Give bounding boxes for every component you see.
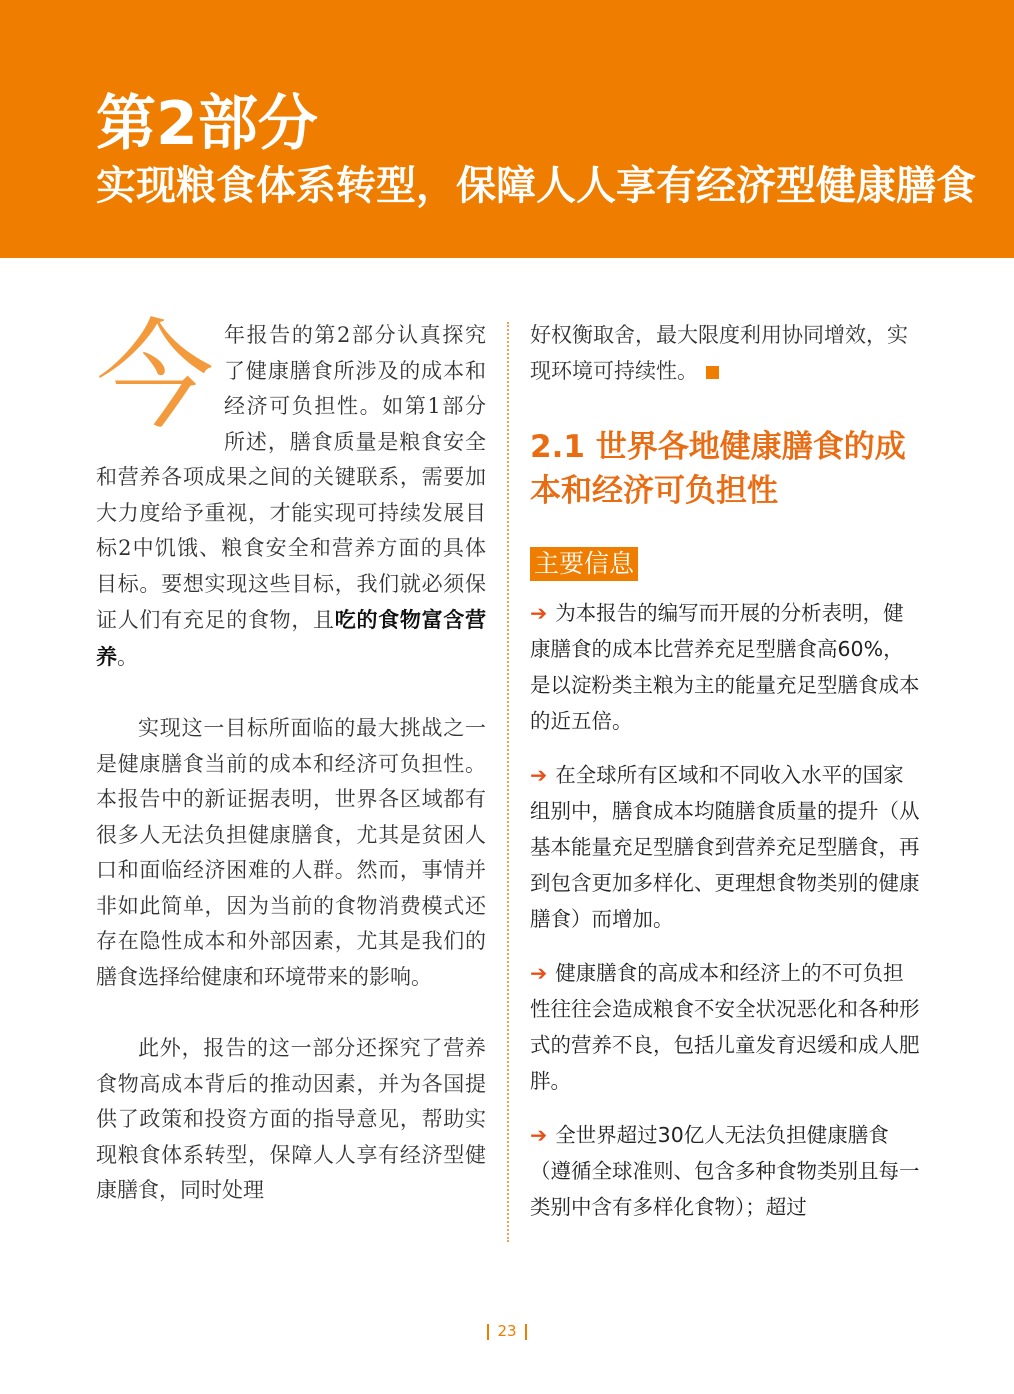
key-message-text: 健康膳食的高成本和经济上的不可负担性往往会造成粮食不安全状况恶化和各种形式的营养不良，包括儿童发育迟缓和成人肥胖。: [530, 961, 920, 1093]
continuation-text: 好权衡取舍，最大限度利用协同增效，实现环境可持续性。: [530, 323, 908, 383]
paragraph-3: 此外，报告的这一部分还探究了营养食物高成本背后的推动因素，并为各国提供了政策和投资方面的指导意见，帮助实现粮食体系转型，保障人人享有经济型健康膳食，同时处理: [96, 1036, 486, 1202]
right-column: [530, 318, 922, 1225]
square-end-icon: [706, 366, 719, 379]
intro-text: 年报告的第2部分认真探究了健康膳食所涉及的成本和经济可负担性。如第1部分所述，膳食质量是粮食安全和营养各项成果之间的关键联系，需要加大力度给予重视，才能实现可持续发展目标2中饥饿、粮食安全和营养方面的具体目标。要想实现这些目标，我们就必须保证人们有充足的食物，且: [96, 323, 486, 632]
header-banner: [0, 0, 1014, 258]
part-title: 实现粮食体系转型，保障人人享有经济型健康膳食: [96, 163, 976, 209]
page-footer: [0, 1322, 1014, 1340]
key-message-2: [530, 757, 922, 937]
intro-end: 。: [117, 644, 138, 669]
footer-bar-left: [487, 1324, 489, 1340]
continuation-paragraph: [530, 318, 922, 389]
left-column: [96, 307, 487, 1245]
key-message-text: 在全球所有区域和不同收入水平的国家组别中，膳食成本均随膳食质量的提升（从基本能量充足型膳食到营养充足型膳食，再到包含更加多样化、更理想食物类别的健康膳食）而增加。: [530, 763, 920, 931]
part-number: 第2部分: [96, 89, 318, 159]
drop-cap: 今: [96, 307, 215, 445]
arrow-right-icon: ➔: [530, 601, 548, 625]
key-message-4: [530, 1117, 922, 1225]
arrow-right-icon: ➔: [530, 1123, 548, 1147]
column-divider: [507, 322, 509, 1242]
section-title: 2.1 世界各地健康膳食的成本和经济可负担性: [530, 429, 906, 509]
intro-paragraph: [96, 307, 487, 675]
arrow-right-icon: ➔: [530, 961, 548, 985]
key-message-text: 全世界超过30亿人无法负担健康膳食（遵循全球准则、包含多种食物类别且每一类别中含有多样化食物）；超过: [530, 1123, 920, 1219]
key-messages-badge: 主要信息: [530, 547, 638, 581]
emphasis-text: 吃的食物富含营养: [96, 607, 487, 669]
key-message-text: 为本报告的编写而开展的分析表明，健康膳食的成本比营养充足型膳食高60%，是以淀粉类主粮为主的能量充足型膳食成本的近五倍。: [530, 601, 920, 733]
paragraph-2: 实现这一目标所面临的最大挑战之一是健康膳食当前的成本和经济可负担性。本报告中的新证据表明，世界各区域都有很多人无法负担健康膳食，尤其是贫困人口和面临经济困难的人群。然而，事情并非如此简单，因为当前的食物消费模式还存在隐性成本和外部因素，尤其是我们的膳食选择给健康和环境带来的影响。: [96, 716, 486, 989]
key-message-1: [530, 595, 922, 739]
key-message-3: [530, 955, 922, 1099]
page-number: 23: [497, 1322, 517, 1340]
arrow-right-icon: ➔: [530, 763, 548, 787]
footer-bar-right: [525, 1324, 527, 1340]
